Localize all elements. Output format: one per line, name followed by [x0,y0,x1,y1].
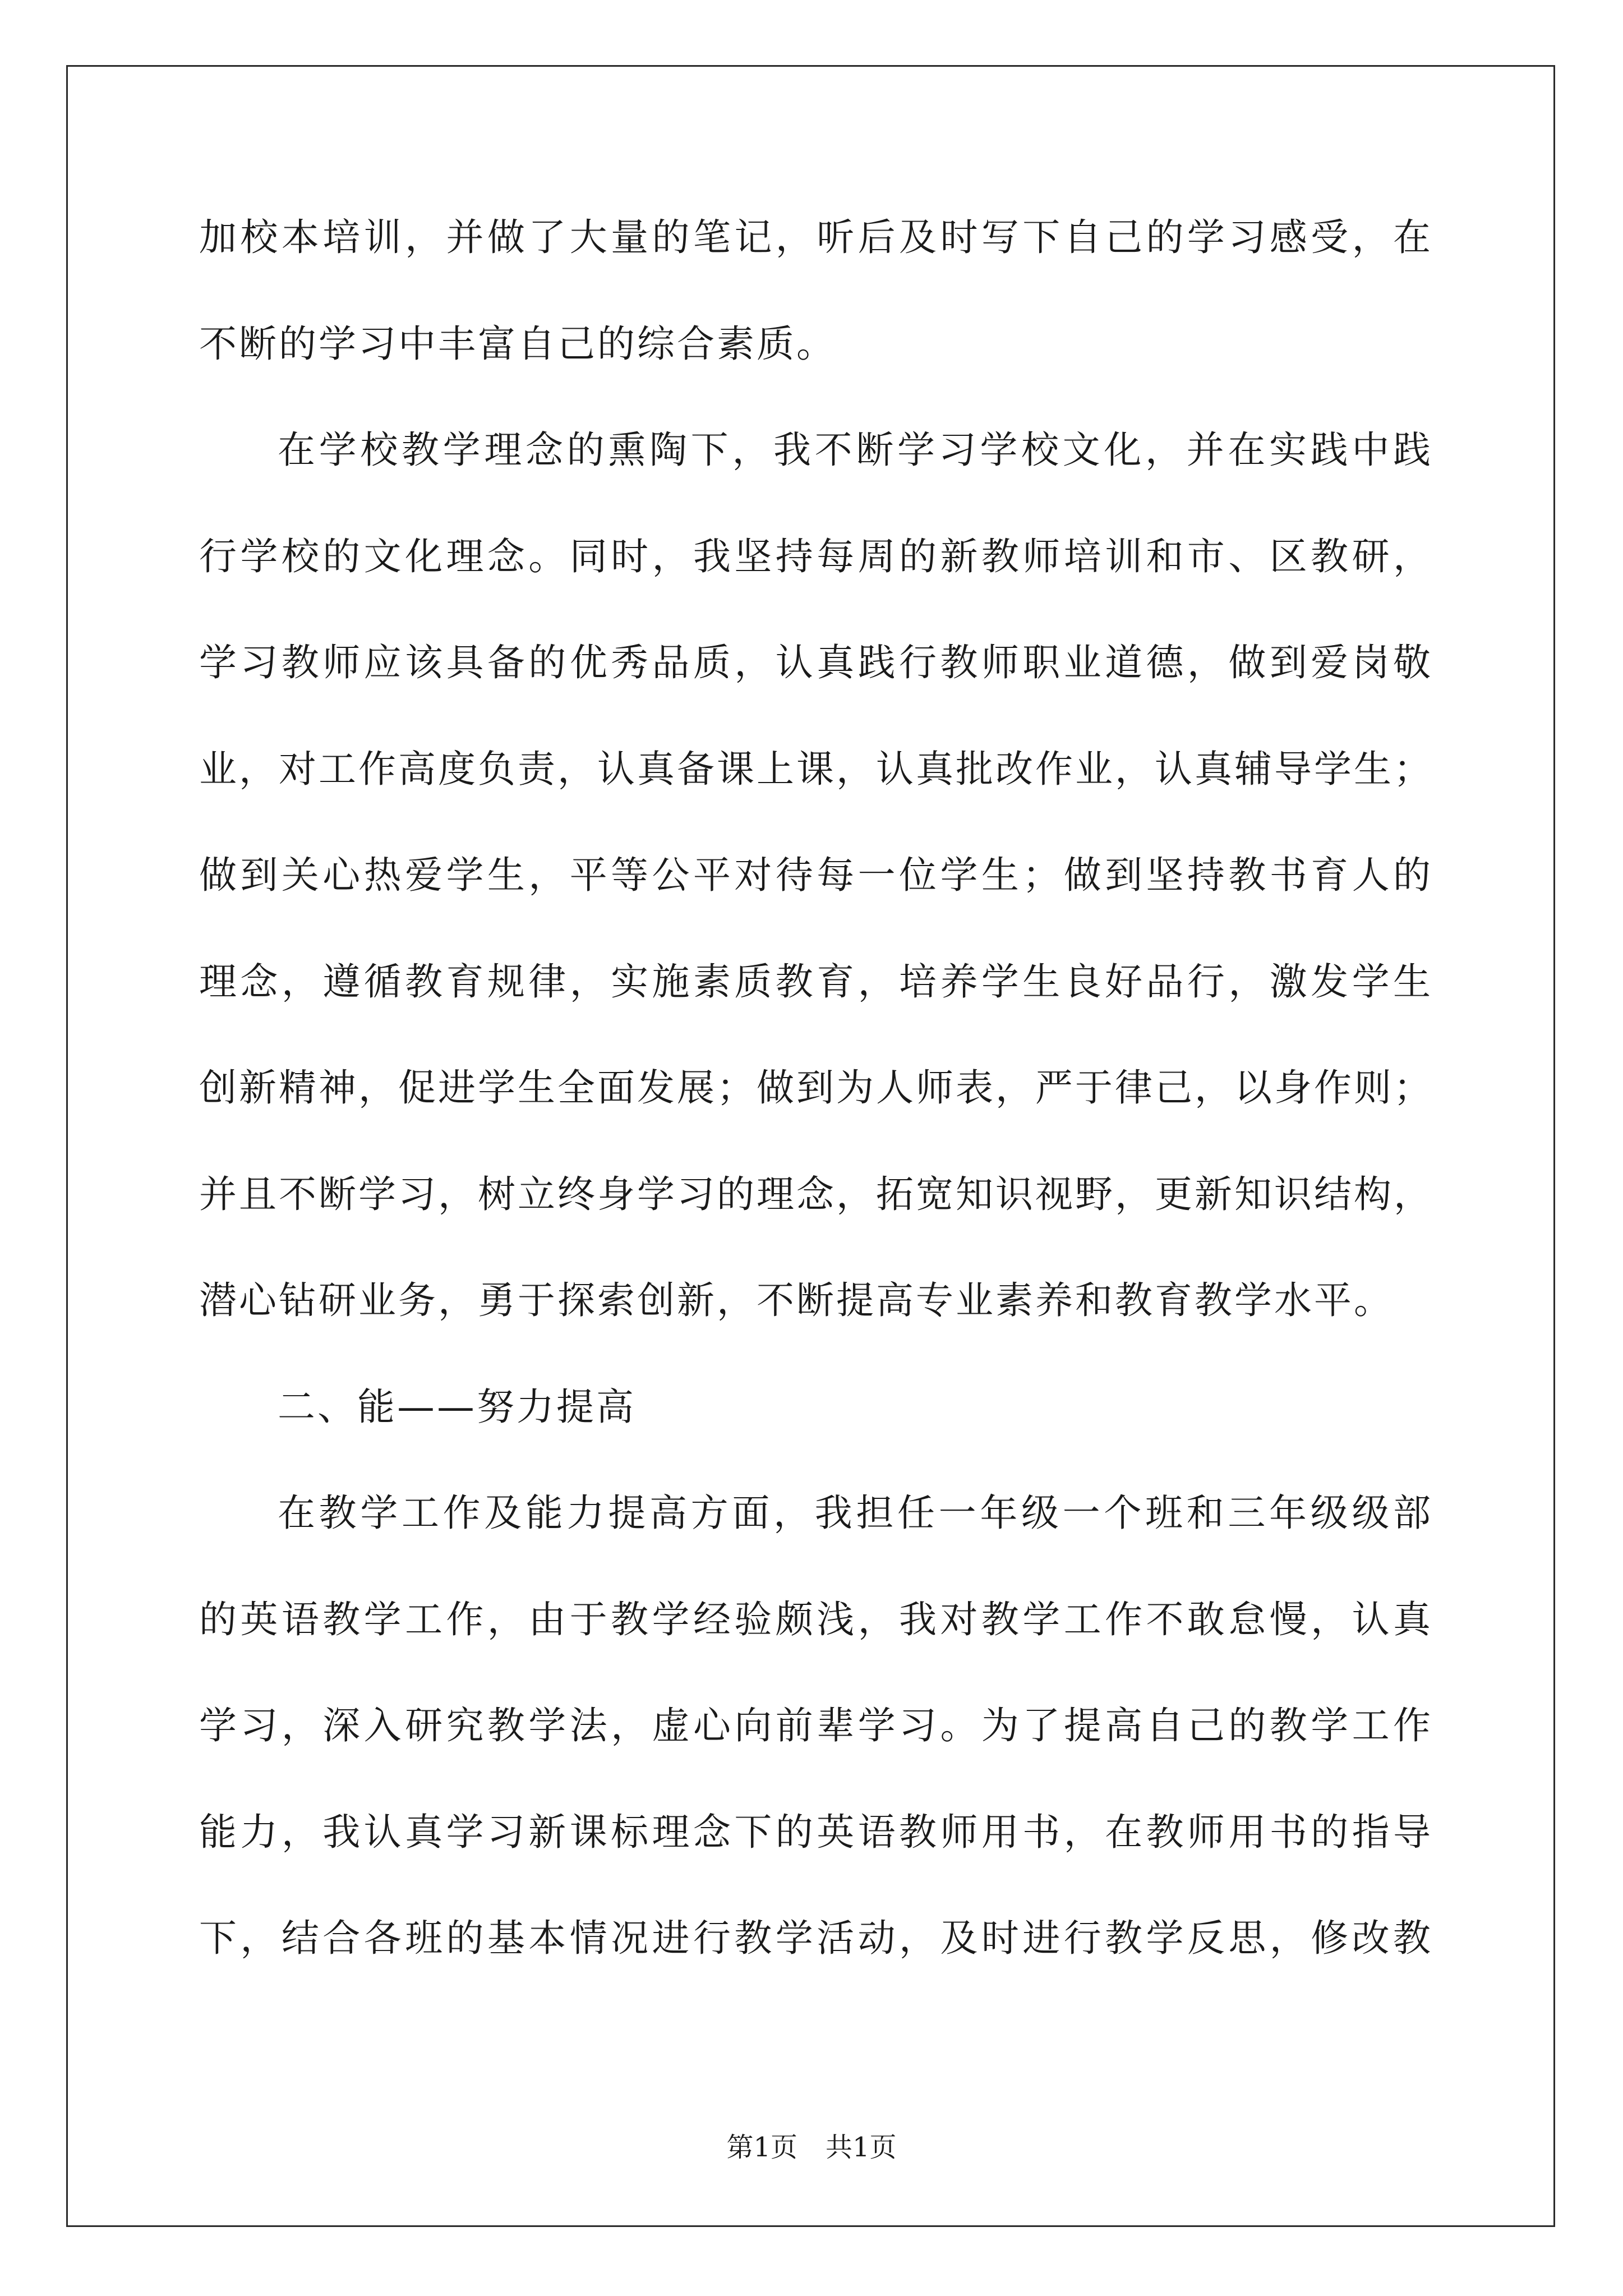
text-line-8: 理念，遵循教育规律，实施素质教育，培养学生良好品行，激发学生 [199,959,1433,1004]
text-line-9: 创新精神，促进学生全面发展；做到为人师表，严于律己，以身作则； [199,1066,1433,1110]
text-line-15: 学习，深入研究教学法，虚心向前辈学习。为了提高自己的教学工作 [199,1704,1433,1747]
page-total: 共1页 [826,2132,897,2163]
page-number: 第1页 [726,2132,797,2163]
text-line-10: 并且不断学习，树立终身学习的理念，拓宽知识视野，更新知识结构， [199,1172,1433,1216]
text-line-13: 在教学工作及能力提高方面，我担任一年级一个班和三年级级部 [278,1491,1433,1535]
text-line-5: 学习教师应该具备的优秀品质，认真践行教师职业道德，做到爱岗敬 [199,641,1433,684]
text-line-1: 加校本培训，并做了大量的笔记，听后及时写下自己的学习感受，在 [199,215,1433,259]
text-line-7: 做到关心热爱学生，平等公平对待每一位学生；做到坚持教书育人的 [199,853,1433,897]
text-line-4: 行学校的文化理念。同时，我坚持每周的新教师培训和市、区教研， [199,534,1433,578]
text-line-14: 的英语教学工作，由于教学经验颇浅，我对教学工作不敢怠慢，认真 [199,1597,1433,1641]
text-line-2: 不断的学习中丰富自己的综合素质。 [199,321,836,366]
text-line-3: 在学校教学理念的熏陶下，我不断学习学校文化，并在实践中践 [278,428,1433,472]
section-heading: 二、能——努力提高 [278,1384,636,1429]
document-body [199,215,1433,2026]
page-footer [0,2134,1623,2161]
text-line-17: 下，结合各班的基本情况进行教学活动，及时进行教学反思，修改教 [199,1916,1433,1960]
text-line-16: 能力，我认真学习新课标理念下的英语教师用书，在教师用书的指导 [199,1810,1433,1854]
text-line-6: 业，对工作高度负责，认真备课上课，认真批改作业，认真辅导学生； [199,747,1433,791]
text-line-11: 潜心钻研业务，勇于探索创新，不断提高专业素养和教育教学水平。 [199,1278,1394,1322]
